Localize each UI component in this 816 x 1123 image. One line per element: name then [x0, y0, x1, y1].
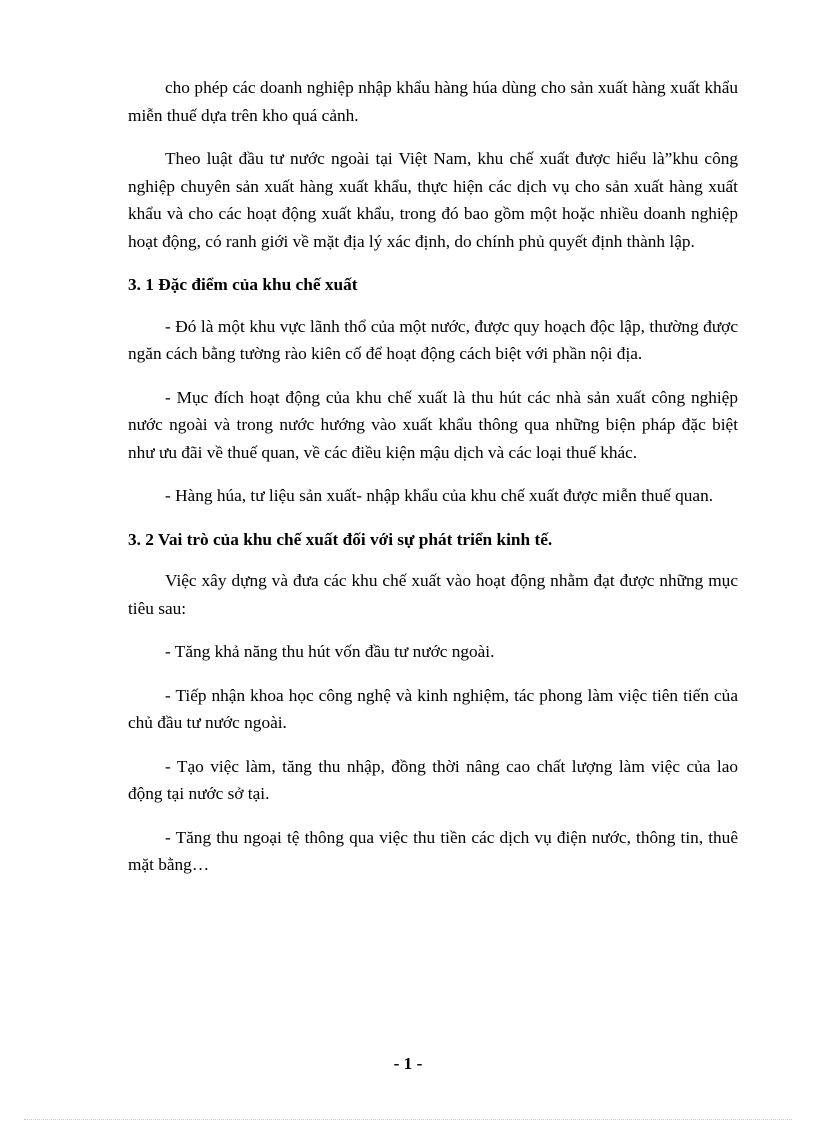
- list-item: - Tạo việc làm, tăng thu nhập, đồng thời nâng cao chất lượng làm việc của lao động tại nước sở tại.: [128, 756, 738, 803]
- paragraph-continuation: cho phép các doanh nghiệp nhập khẩu hàng húa dùng cho sản xuất hàng xuất khẩu miễn thuế dựa trên kho quá cảnh.: [128, 78, 738, 125]
- list-item: - Mục đích hoạt động của khu chế xuất là thu hút các nhà sản xuất công nghiệp nước ngoài và trong nước hướng vào xuất khẩu thông qua những biện pháp đặc biệt như ưu đãi về thuế quan, về các điều kiện mậu dịch và các loại thuế khác.: [128, 387, 738, 462]
- page-edge-divider: [24, 1119, 792, 1120]
- section-heading-characteristics: 3. 1 Đặc điểm của khu chế xuất: [128, 275, 358, 294]
- paragraph-definition: Theo luật đầu tư nước ngoài tại Việt Nam, khu chế xuất được hiểu là”khu công nghiệp chuyên sản xuất hàng xuất khẩu, thực hiện các dịch vụ cho sản xuất hàng xuất khẩu và cho các hoạt động xuất khẩu, trong đó bao gồm một hoặc nhiều doanh nghiệp hoạt động, có ranh giới về mặt địa lý xác định, do chính phủ quyết định thành lập.: [128, 149, 738, 251]
- list-item: - Tiếp nhận khoa học công nghệ và kinh nghiệm, tác phong làm việc tiên tiến của chủ đầu tư nước ngoài.: [128, 685, 738, 732]
- section-intro: Việc xây dựng và đưa các khu chế xuất vào hoạt động nhằm đạt được những mục tiêu sau:: [128, 571, 738, 618]
- document-body: [128, 74, 738, 895]
- list-item: - Đó là một khu vực lãnh thổ của một nước, được quy hoạch độc lập, thường được ngăn cách bằng tường rào kiên cố để hoạt động cách biệt với phần nội địa.: [128, 316, 738, 363]
- page-number: - 1 -: [393, 1054, 423, 1073]
- list-item: - Tăng khả năng thu hút vốn đầu tư nước ngoài.: [165, 642, 495, 661]
- section-heading-role: 3. 2 Vai trò của khu chế xuất đối với sự phát triển kinh tế.: [128, 529, 553, 549]
- list-item: - Tăng thu ngoại tệ thông qua việc thu tiền các dịch vụ điện nước, thông tin, thuê mặt bằng…: [128, 827, 738, 874]
- list-item: - Hàng húa, tư liệu sản xuất- nhập khẩu của khu chế xuất được miễn thuế quan.: [165, 486, 714, 505]
